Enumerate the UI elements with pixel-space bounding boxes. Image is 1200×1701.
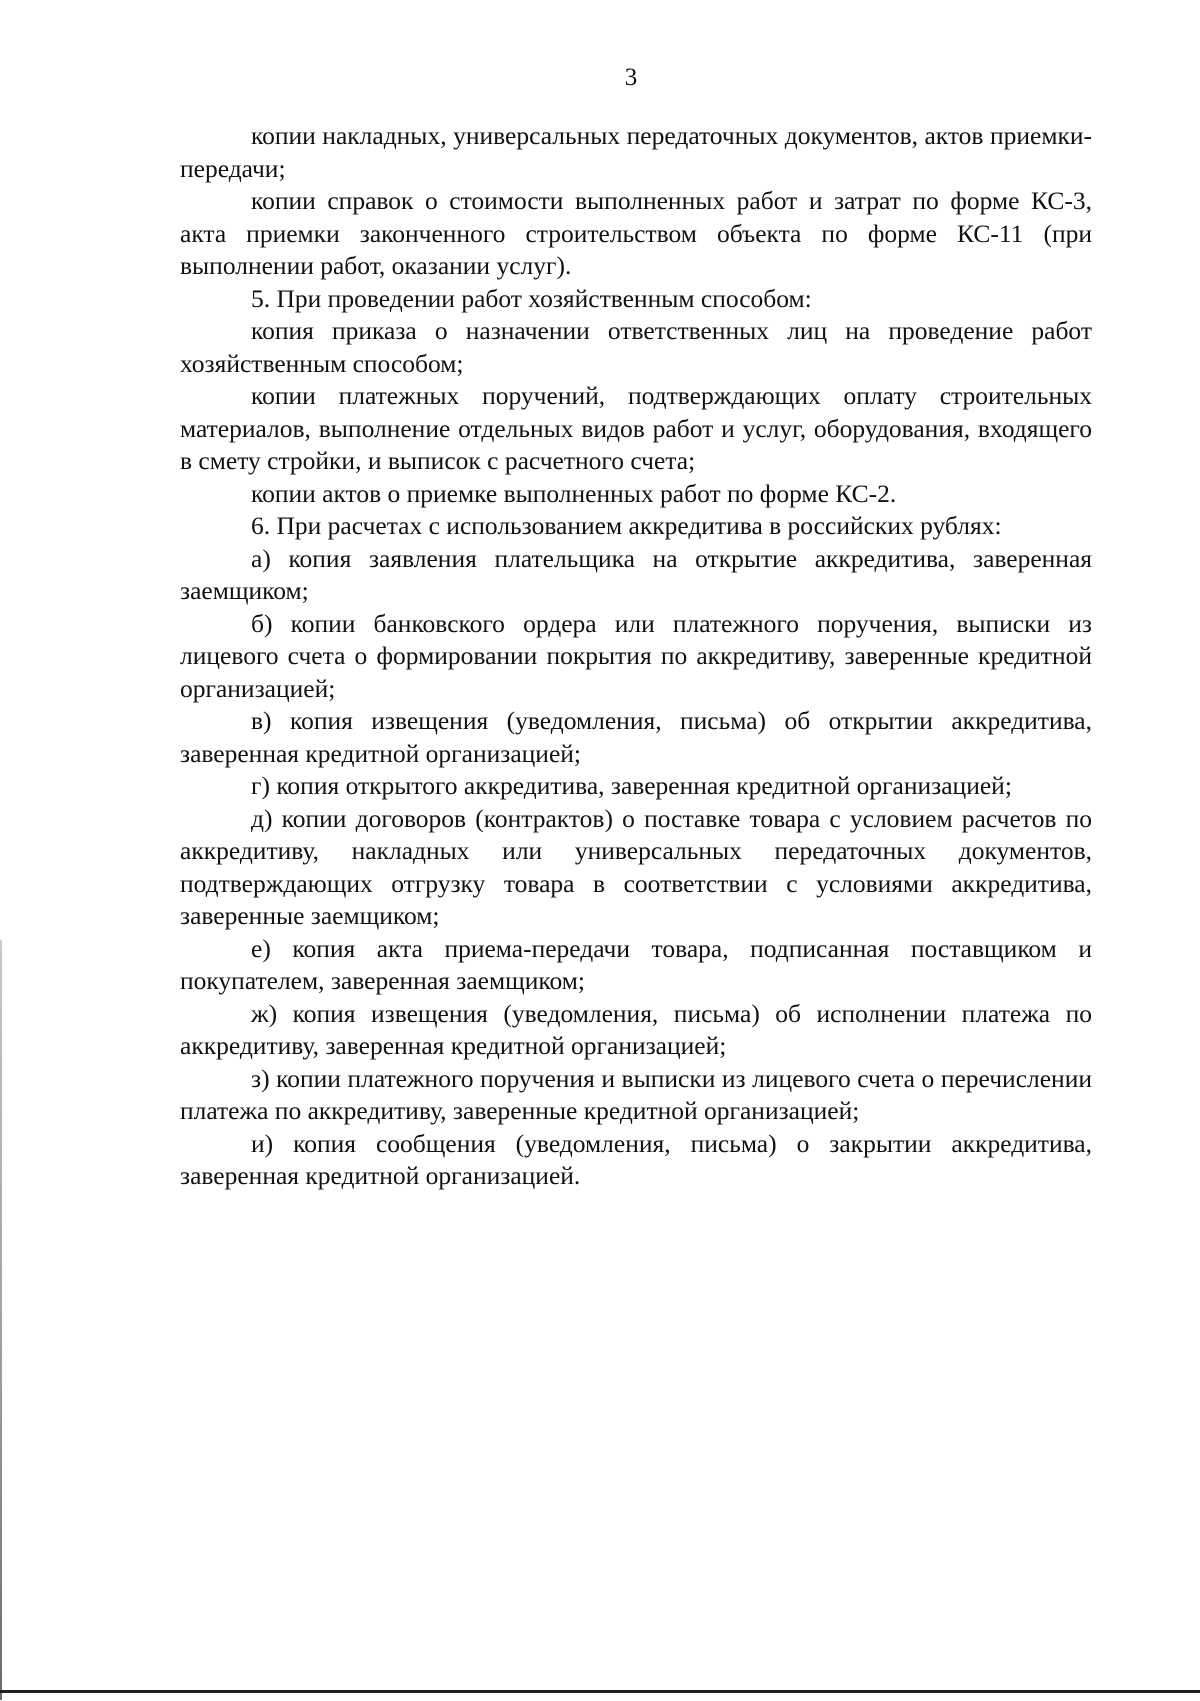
scan-bottom-edge <box>0 1690 1200 1693</box>
paragraph-item-b: б) копии банковского ордера или платежного поручения, выписки из лицевого счета о формировании покрытия по аккредитиву, заверенные кредитной организацией; <box>180 608 1092 703</box>
paragraph-item-zh: ж) копия извещения (уведомления, письма) об исполнении платежа по аккредитиву, заверенная кредитной организацией; <box>180 998 1092 1060</box>
paragraph-item-z: з) копии платежного поручения и выписки из лицевого счета о перечислении платежа по аккредитиву, заверенные кредитной организацией; <box>180 1063 1092 1125</box>
paragraph-item-a: а) копия заявления плательщика на открытие аккредитива, заверенная заемщиком; <box>180 543 1092 605</box>
paragraph-item-e: е) копия акта приема-передачи товара, подписанная поставщиком и покупателем, заверенная заемщиком; <box>180 933 1092 995</box>
paragraph-ks3-certificates: копии справок о стоимости выполненных работ и затрат по форме КС-3, акта приемки законченного строительством объекта по форме КС-11 (при выполнении работ, оказании услуг). <box>180 186 1092 280</box>
paragraph-item-6-heading: 6. При расчетах с использованием аккредитива в российских рублях: <box>251 511 1002 540</box>
paragraph-item-5-heading: 5. При проведении работ хозяйственным способом: <box>251 283 812 313</box>
paragraph-item-v: в) копия извещения (уведомления, письма) об открытии аккредитива, заверенная кредитной организацией; <box>180 706 1092 768</box>
paragraph-item-i: и) копия сообщения (уведомления, письма) о закрытии аккредитива, заверенная кредитной организацией. <box>180 1128 1092 1190</box>
page-number: 3 <box>624 64 638 91</box>
paragraph-order-copy: копия приказа о назначении ответственных лиц на проведение работ хозяйственным способом; <box>180 316 1092 378</box>
paragraph-waybill-copies: копии накладных, универсальных передаточных документов, актов приемки-передачи; <box>180 121 1092 183</box>
document-body <box>180 120 1092 1193</box>
paragraph-item-g: г) копия открытого аккредитива, заверенная кредитной организацией; <box>251 771 1012 800</box>
paragraph-item-d: д) копии договоров (контрактов) о поставке товара с условием расчетов по аккредитиву, накладных или универсальных передаточных документов, подтверждающих отгрузку товара в соответствии с условиями аккредитива, заверенные заемщиком; <box>180 803 1092 930</box>
paragraph-ks2-acts: копии актов о приемке выполненных работ по форме КС-2. <box>251 478 897 508</box>
paragraph-payment-orders: копии платежных поручений, подтверждающих оплату строительных материалов, выполнение отдельных видов работ и услуг, оборудования, входящего в смету стройки, и выписок с расчетного счета; <box>180 381 1092 475</box>
scan-left-edge <box>0 940 2 1700</box>
